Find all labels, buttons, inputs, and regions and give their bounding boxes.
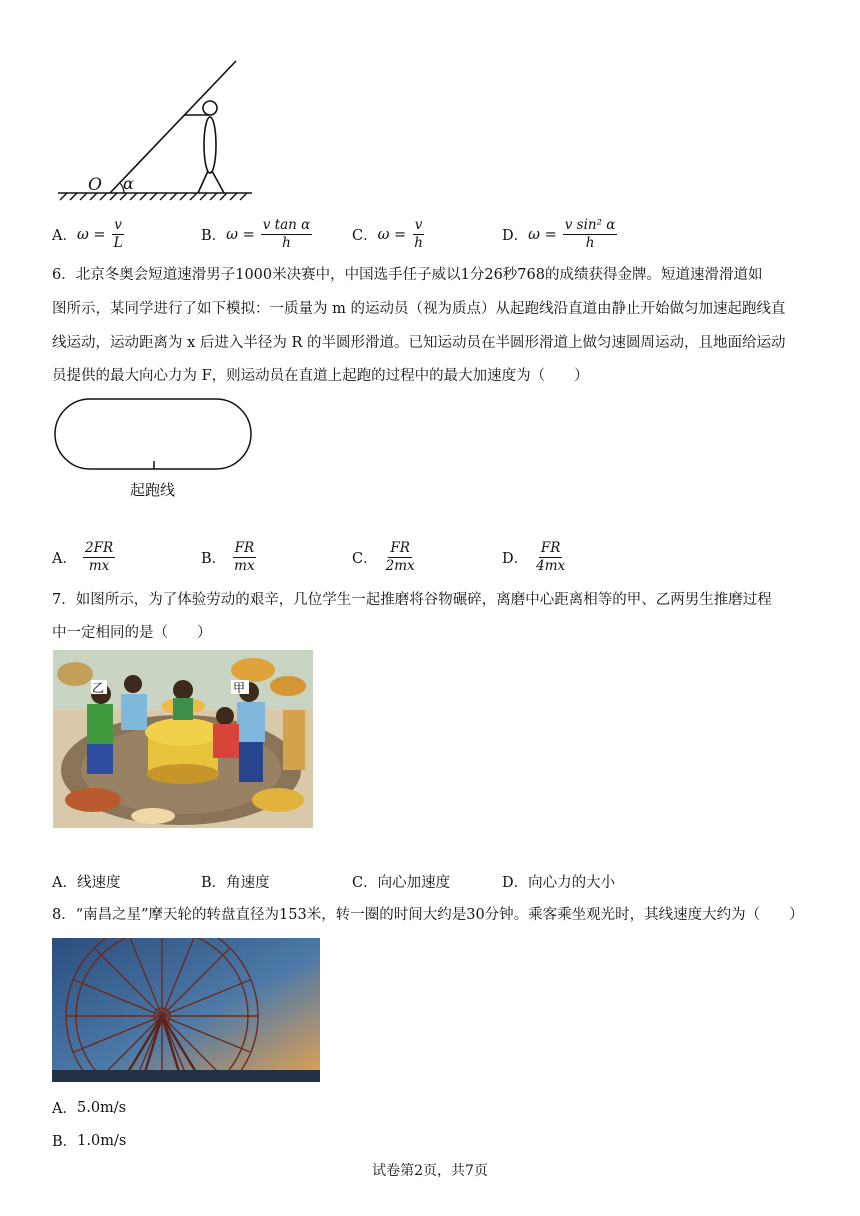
q5-option-b[interactable]: B． ω = $\frac{\text{v tan α}}{h}$ — [201, 217, 311, 251]
label-alpha: α — [123, 174, 134, 193]
track-outline — [55, 399, 251, 469]
label-O: O — [88, 175, 102, 195]
q5-option-a[interactable]: A． ω = $\frac{v}{L}$ — [52, 217, 123, 251]
q7-option-a[interactable]: A． 线速度 — [52, 875, 121, 891]
q6-option-d[interactable]: D． $\frac{FR}{4mx}$ — [502, 540, 566, 574]
person — [184, 101, 224, 193]
q5-option-c[interactable]: C． ω = $\frac{v}{h}$ — [352, 217, 423, 251]
q6-option-c[interactable]: C． $\frac{FR}{2mx}$ — [352, 540, 415, 574]
q7-option-d[interactable]: D． 向心力的大小 — [502, 875, 616, 891]
q6-option-a[interactable]: A． $\frac{2FR}{mx}$ — [52, 540, 114, 574]
q8-line-1: 8．“南昌之星”摩天轮的转盘直径为153米，转一圈的时间大约是30分钟。乘客乘坐观光时，其线速度大约为（ ） — [52, 907, 804, 923]
ferris-wheel-photo — [52, 938, 320, 1082]
q7-line-2: 中一定相同的是（ ） — [52, 625, 212, 641]
q7-option-b[interactable]: B． 角速度 — [201, 875, 270, 891]
label-yi: 乙 — [92, 681, 105, 695]
track-label: 起跑线 — [130, 481, 176, 499]
q7-line-1: 7．如图所示，为了体验劳动的艰辛，几位学生一起推磨将谷物碾碎，离磨中心距离相等的甲、乙两男生推磨过程 — [52, 592, 772, 608]
q8-option-a[interactable]: A． 5.0m/s — [52, 1099, 127, 1117]
track-figure — [52, 395, 257, 475]
q7-option-c[interactable]: C． 向心加速度 — [352, 875, 451, 891]
q6-line-4: 员提供的最大向心力为 F，则运动员在直道上起跑的过程中的最大加速度为（ ） — [52, 368, 589, 384]
page-footer: 试卷第2页，共7页 — [372, 1163, 488, 1179]
q6-line-2: 图所示，某同学进行了如下模拟：一质量为 m 的运动员（视为质点）从起跑线沿直道由静止开始做匀加速起跑线直 — [52, 301, 786, 317]
q6-line-3: 线运动，运动距离为 x 后进入半径为 R 的半圆形滑道。已知运动员在半圆形滑道上做匀速圆周运动，且地面给运动 — [52, 335, 786, 351]
q5-option-d[interactable]: D． ω = $\frac{\text{v sin² α}}{h}$ — [502, 217, 616, 251]
q6-option-b[interactable]: B． $\frac{FR}{mx}$ — [201, 540, 255, 574]
q8-option-b[interactable]: B． 1.0m/s — [52, 1132, 127, 1150]
q6-line-1: 6．北京冬奥会短道速滑男子1000米决赛中，中国选手任子威以1分26秒768的成绩获得金牌。短道速滑滑道如 — [52, 267, 763, 283]
incline-figure — [52, 55, 262, 205]
millstone-painting — [53, 650, 313, 828]
label-jia: 甲 — [233, 681, 246, 695]
